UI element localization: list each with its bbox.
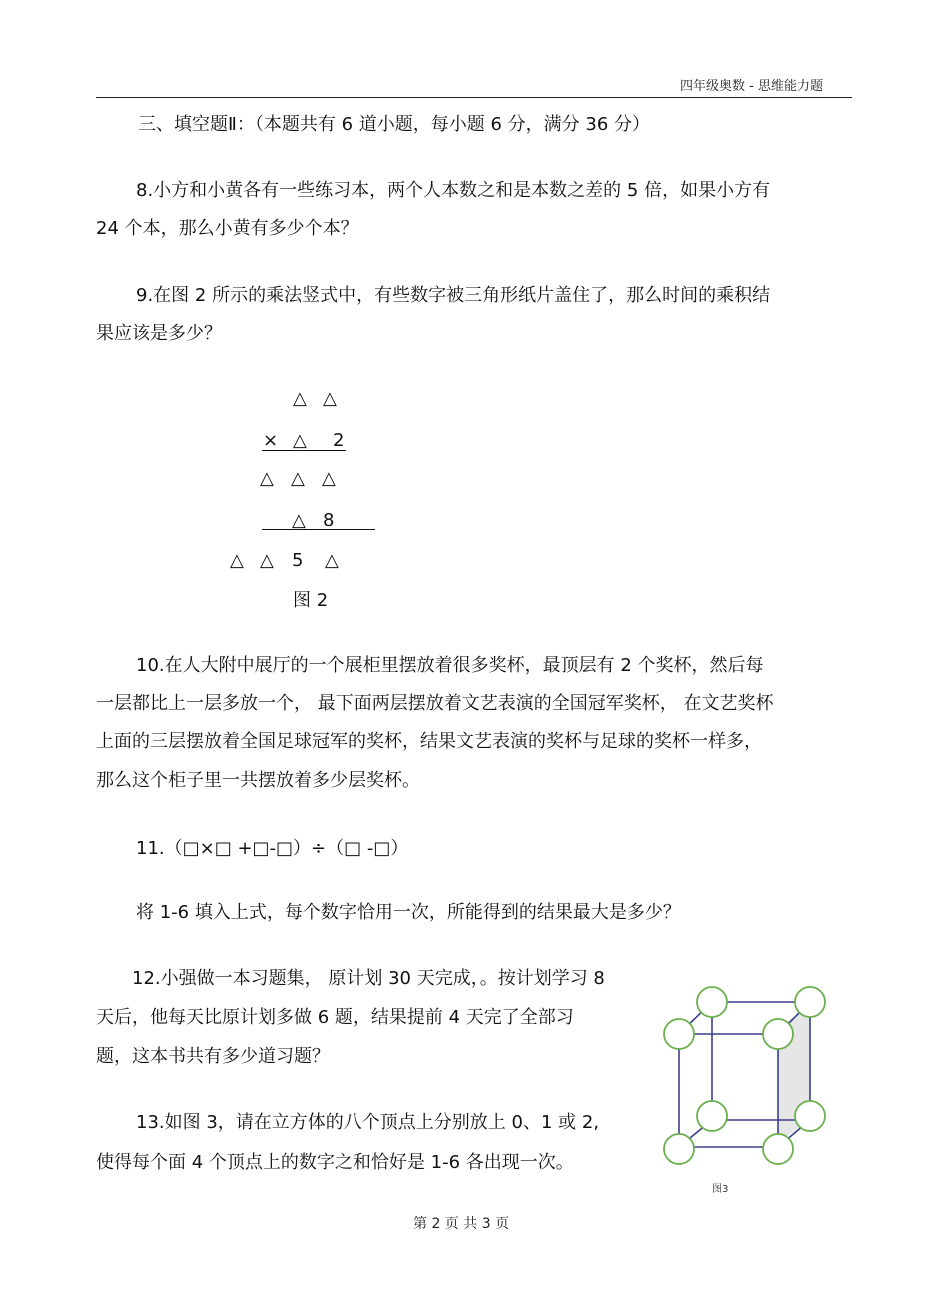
fig2-row5-digit-4: △ [325,550,339,571]
header-rule [96,97,852,98]
fig2-row3-digit-1: △ [260,468,274,489]
question-8-line-1: 8.小方和小黄各有一些练习本，两个人本数之和是本数之差的 5 倍，如果小方有 [136,180,771,201]
question-10-line-1: 10.在人大附中展厅的一个展柜里摆放着很多奖杯，最顶层有 2 个奖杯，然后每 [136,655,764,676]
vertex-back-bottom-left[interactable] [697,1101,727,1131]
question-10-line-2: 一层都比上一层多放一个， 最下面两层摆放着文艺表演的全国冠军奖杯， 在文艺奖杯 [96,693,774,714]
figure-3-cube-diagram [650,975,840,1175]
fig2-row5-digit-3: 5 [292,550,304,571]
figure-2-caption: 图 2 [293,590,329,611]
question-9-line-1: 9.在图 2 所示的乘法竖式中，有些数字被三角形纸片盖住了，那么时间的乘积结 [136,285,771,306]
fig2-row2-digit-1: △ [293,430,307,451]
fig2-underline-2 [262,529,375,530]
page-footer: 第 2 页 共 3 页 [413,1216,510,1232]
fig2-underline-1 [262,450,346,451]
question-12-line-3: 题，这本书共有多少道习题？ [96,1046,330,1067]
fig2-row5-digit-2: △ [260,550,274,571]
section-title: 三、填空题Ⅱ：（本题共有 6 道小题，每小题 6 分，满分 36 分） [138,114,650,135]
vertex-back-bottom-right[interactable] [795,1101,825,1131]
vertex-back-top-left[interactable] [697,987,727,1017]
question-9-line-2: 果应该是多少？ [96,323,222,344]
vertex-back-top-right[interactable] [795,987,825,1017]
fig2-row1-digit-1: △ [293,388,307,409]
fig2-row3-digit-3: △ [322,468,336,489]
question-12-line-1: 12.小强做一本习题集， 原计划 30 天完成，。按计划学习 8 [132,968,605,989]
fig2-row1-digit-2: △ [323,388,337,409]
fig2-row4-digit-2: 8 [323,510,335,531]
fig2-row4-digit-1: △ [292,510,306,531]
figure-3-caption: 图3 [712,1184,729,1195]
question-13-line-1: 13.如图 3，请在立方体的八个顶点上分别放上 0、1 或 2, [136,1112,600,1133]
fig2-row3-digit-2: △ [291,468,305,489]
vertex-front-bottom-left[interactable] [664,1134,694,1164]
question-10-line-3: 上面的三层摆放着全国足球冠军的奖杯，结果文艺表演的奖杯与足球的奖杯一样多， [96,731,762,752]
question-13-line-2: 使得每个面 4 个顶点上的数字之和恰好是 1-6 各出现一次。 [96,1152,574,1173]
question-12-line-2: 天后，他每天比原计划多做 6 题，结果提前 4 天完了全部习 [96,1007,574,1028]
question-10-line-4: 那么这个柜子里一共摆放着多少层奖杯。 [96,770,420,791]
vertex-front-top-right[interactable] [763,1019,793,1049]
page-header-title: 四年级奥数 - 思维能力题 [680,79,823,94]
question-11-question: 将 1-6 填入上式，每个数字恰用一次，所能得到的结果最大是多少？ [136,902,681,923]
vertex-front-bottom-right[interactable] [763,1134,793,1164]
fig2-row5-digit-1: △ [230,550,244,571]
fig2-times-sign: × [263,430,279,451]
vertex-front-top-left[interactable] [664,1019,694,1049]
question-11-expression: 11.（□×□ +□-□）÷（□ -□） [136,838,409,859]
question-8-line-2: 24 个本，那么小黄有多少个本？ [96,218,359,239]
fig2-row2-digit-2: 2 [333,430,345,451]
